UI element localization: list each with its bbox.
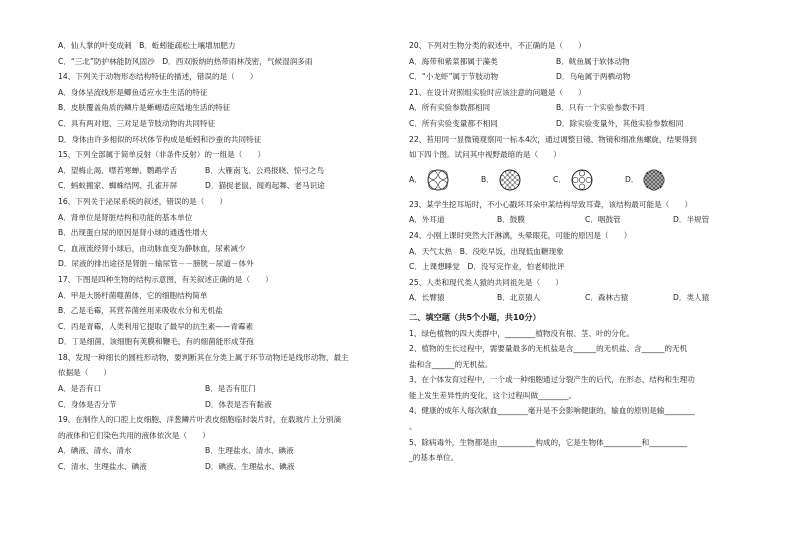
option-label: D． [625, 174, 639, 184]
image-option [409, 169, 449, 191]
microscope-field-icon [643, 169, 665, 191]
image-option [625, 169, 665, 191]
text-line: 23、某学生挖耳垢时，不小心戳坏耳朵中某结构导致耳聋，该结构最可能是（ ） [409, 199, 693, 209]
right-column [409, 38, 787, 466]
microscope-field-icon [499, 169, 521, 191]
option-row [409, 244, 787, 260]
option-text: D．乌龟属于两栖动物 [556, 72, 631, 82]
option-row [409, 259, 787, 275]
option-text: A．海带和紫菜都属于藻类 [409, 56, 498, 66]
text-line: 17、下图是四种生物的结构示意图，有关叙述正确的是（ ） [58, 274, 273, 284]
text-line: C．丙是青霉，人类利用它提取了最早的抗生素——青霉素 [58, 321, 254, 331]
image-option [553, 169, 593, 191]
option-text: C．清水、生理盐水、碘液 [58, 462, 147, 472]
option-text: D．体表是否有黏液 [205, 399, 272, 409]
text-line: 5、除病毒外，生物都是由__________构成的，它是生物体__________和__________ [409, 437, 688, 447]
text-line: 20、下列对生物分类的叙述中，不正确的是（ ） [409, 41, 586, 50]
option-row [409, 212, 787, 228]
text-line: A．身体呈流线形是鲫鱼适应水生生活的特征 [58, 87, 208, 97]
text-line: 3、在个体发育过程中，一个或一种细胞通过分裂产生的后代，在形态、结构和生理功 [409, 375, 695, 385]
text-line: 19、在制作人的口腔上皮细胞、洋葱鳞片叶表皮细胞临时装片时，在载玻片上分别滴 [58, 415, 342, 425]
option-text: D．半规管 [673, 215, 710, 225]
text-line: 15、下列全部属于简单反射（非条件反射）的一组是（ ） [58, 150, 266, 160]
microscope-image-options [409, 163, 787, 197]
text-line: 18、发现一种细长的圆柱形动物，要判断其在分类上属于环节动物还是线形动物，最主 [58, 352, 349, 362]
text-line: C．“三北”防护林能防风固沙 D．西双版纳的热带雨林茂密，气候湿润多雨 [58, 56, 313, 66]
text-line: A．仙人掌的叶变成刺 B．蚯蚓能疏松土壤增加肥力 [58, 41, 236, 50]
option-label: B． [481, 174, 494, 184]
text-line: 21、在设计对照组实验时应该注意的问题是（ ） [409, 87, 586, 97]
option-text: D．除实验变量外，其他实验参数相同 [556, 118, 684, 128]
option-text: A．是否有口 [58, 384, 102, 394]
option-text: C．“小龙虾”属于节肢动物 [409, 72, 499, 82]
option-label: A． [409, 174, 422, 184]
text-line: 4、健康的成年人每次献血________毫升是不会影响健康的，输血的原则是输________ [409, 406, 695, 416]
text-line: 。 [409, 422, 417, 432]
option-text: C．森林古猿 [585, 293, 629, 303]
option-text: A．天气太热 B．没吃早饭，出现低血糖现象 [409, 246, 564, 256]
text-line: _的基本单位。 [409, 453, 459, 463]
text-line: A．肾单位是肾脏结构和功能的基本单位 [58, 212, 193, 222]
option-row [58, 178, 430, 194]
text-line: 如下四个图。试问其中视野最暗的是（ ） [409, 150, 561, 160]
text-line: A．甲是大肠杆菌噬菌体，它的细胞结构简单 [58, 290, 208, 300]
option-row [409, 54, 787, 70]
option-row [58, 163, 430, 179]
text-line: B．乙是毛霉，其营养菌丝用来吸收水分和无机盐 [58, 306, 223, 316]
text-line: 14、下列关于动物形态结构特征的描述，错误的是（ ） [58, 72, 258, 82]
text-line: 1、绿色植物的四大类群中，________植物没有根、茎、叶的分化。 [409, 328, 635, 338]
text-line: 能上发生差异性的变化，这个过程叫做________。 [409, 390, 577, 400]
option-row [409, 116, 787, 132]
option-row [58, 381, 430, 397]
microscope-field-icon [427, 169, 449, 191]
option-text: B．只有一个实验参数不同 [556, 103, 645, 113]
text-line: 2、植物的生长过程中，需要量最多的无机盐是含______的无机盐、含______的无机 [409, 344, 688, 354]
option-text: A．长臂猿 [409, 293, 445, 303]
option-text: C．咽鼓管 [585, 215, 621, 225]
option-text: D．猫捉老鼠、闻鸡起舞、老马识途 [205, 181, 325, 191]
text-line: D．丁是细菌，该细胞有荚膜和鞭毛，有的细菌能形成芽孢 [58, 337, 254, 347]
option-text: B．生理盐水、清水、碘液 [205, 446, 294, 456]
left-column [58, 38, 430, 475]
text-line: B．出现蛋白尿的原因是肾小球的通透性增大 [58, 228, 208, 238]
option-text: B．鼓膜 [497, 215, 525, 225]
option-label: C． [553, 174, 566, 184]
text-line: C．血液流经肾小球后，由动脉血变为静脉血，尿素减少 [58, 243, 246, 253]
section-heading: 二、填空题（共5个小题，共10分） [409, 311, 541, 322]
option-text: C．所有实验变量都不相同 [409, 118, 498, 128]
text-line: 依据是（ ） [58, 368, 112, 378]
text-line: 22、苔用同一显微镜观察同一标本4次，通过调整目镜、物镜和细准焦螺旋，结果得到 [409, 134, 697, 144]
text-line: 的液体和它们染色共用的液体依次是（ ） [58, 430, 210, 440]
option-text: B．大雁南飞、公鸡报晓、惊弓之鸟 [205, 165, 325, 175]
option-row [58, 459, 430, 475]
option-text: B．是否有肛门 [205, 384, 256, 394]
option-text: A．所有实验参数都相同 [409, 103, 491, 113]
option-text: C．身体是否分节 [58, 399, 117, 409]
option-text: C．蚂蚁搬家、蜘蛛结网、孔雀开屏 [58, 181, 178, 191]
option-text: D．碘液、生理盐水、碘液 [205, 462, 295, 472]
option-row [409, 290, 787, 306]
option-text: A．碘液、清水、清水 [58, 446, 132, 456]
option-text: A．望梅止渴、噤若寒蝉、鹦鹉学舌 [58, 165, 178, 175]
option-row [409, 69, 787, 85]
text-line: 16、下列关于泌尿系统的叙述，错误的是（ ） [58, 196, 228, 206]
image-option [481, 169, 521, 191]
text-line: C．具有两对翅、三对足是节肢动物的共同特征 [58, 118, 216, 128]
text-line: 25、人类和现代类人猿的共同祖先是（ ） [409, 277, 563, 287]
option-text: D．类人猿 [673, 293, 710, 303]
text-line: B．皮肤覆盖角质的鳞片是蜥蜴适应陆地生活的特征 [58, 103, 231, 113]
option-text: C．上课想睡觉 D．没写完作业，怕老师批评 [409, 262, 565, 272]
option-row [58, 443, 430, 459]
option-row [58, 397, 430, 413]
option-row [409, 100, 787, 116]
text-line: D．身体由许多相似的环状体节构成是蚯蚓和沙蚕的共同特征 [58, 134, 262, 144]
option-text: B．鱿鱼属于软体动物 [556, 56, 630, 66]
option-text: A．外耳道 [409, 215, 445, 225]
text-line: D．尿液的排出途径是肾脏－输尿管－－膀胱－尿道－体外 [58, 259, 254, 269]
microscope-field-icon [571, 169, 593, 191]
text-line: 盐和含______的无机盐。 [409, 359, 493, 369]
option-text: B．北京猿人 [497, 293, 541, 303]
text-line: 24、小刚上课时突然大汗淋漓，头晕眼花，可能的原因是（ ） [409, 230, 632, 240]
